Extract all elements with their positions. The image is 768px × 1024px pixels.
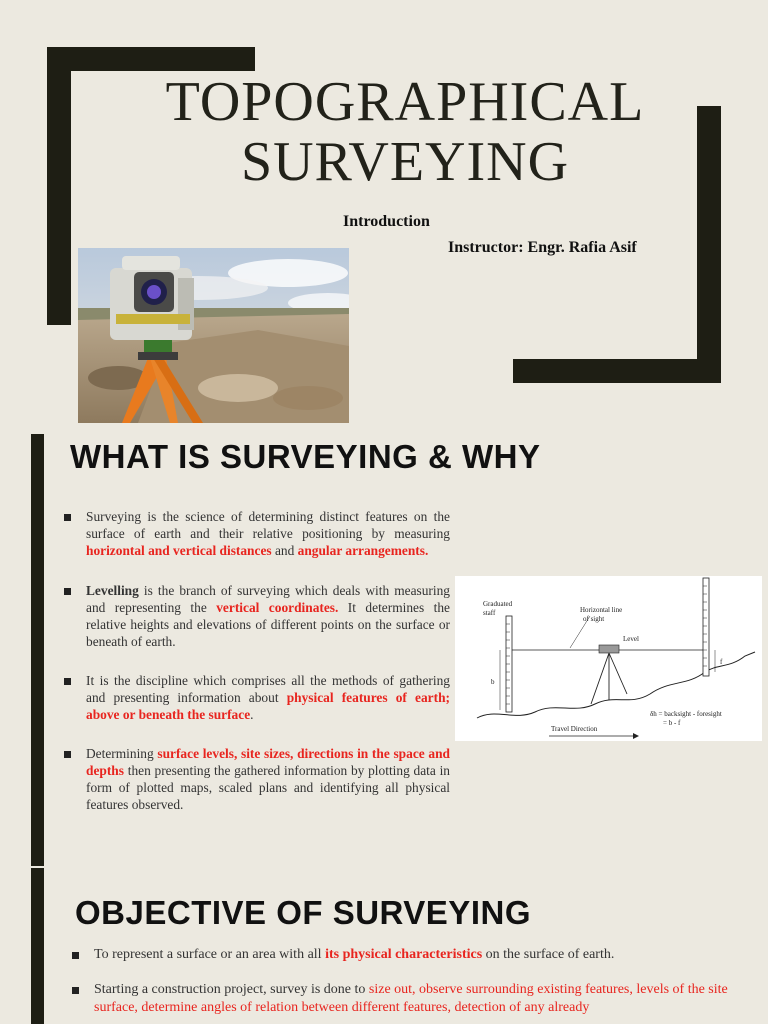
accent-bar (31, 434, 44, 866)
bullet-text: Surveying is the science of determining distinct features on the surface of earth and their relative positioning by measuring (86, 509, 450, 541)
instructor-name: Instructor: Engr. Rafia Asif (448, 239, 637, 256)
label-f: f (720, 658, 723, 666)
bullet-item (70, 981, 730, 1017)
bullet-text: It determines the relative heights and elevations of different points on the surface or beneath of earth. (86, 600, 450, 649)
label-level: Level (623, 635, 639, 643)
bullet-text: To represent a surface or an area with all (94, 947, 326, 962)
square-bullet-icon (72, 987, 79, 994)
bullet-item (62, 672, 450, 723)
square-bullet-icon (64, 751, 71, 758)
label-b: b (491, 678, 495, 686)
bracket-bottom-right-horizontal (513, 359, 721, 383)
bullet-text: Starting a construction project, survey is done to (94, 982, 369, 997)
bullet-list (62, 508, 450, 813)
square-bullet-icon (64, 514, 71, 521)
bullet-text: Determining (86, 746, 158, 761)
label-formula-2: = b - f (663, 719, 681, 727)
slide-heading: OBJECTIVE OF SURVEYING (75, 894, 531, 931)
bullet-text: It is the discipline which comprises all the methods of gathering and presenting information about (86, 673, 450, 705)
label-formula: δh = backsight - foresight (650, 710, 722, 718)
slide-title (80, 72, 730, 192)
label-travel-direction: Travel Direction (551, 725, 598, 733)
bullet-text: is the branch of surveying which deals with measuring and representing the (86, 583, 450, 615)
highlighted-text: vertical coordinates. (216, 600, 339, 615)
levelling-diagram (455, 576, 762, 741)
accent-bar (31, 868, 44, 1024)
highlighted-text: angular arrangements. (297, 543, 429, 558)
square-bullet-icon (64, 588, 71, 595)
bullet-item (62, 508, 450, 559)
bracket-top-left-horizontal (47, 47, 255, 71)
bullet-item (70, 946, 730, 964)
highlighted-text: horizontal and vertical distances (86, 543, 272, 558)
bracket-top-left-vertical (47, 47, 71, 325)
highlighted-text: physical features of earth; above or beneath the surface (86, 690, 450, 722)
square-bullet-icon (64, 678, 71, 685)
bullet-item (62, 745, 450, 813)
bullet-text: and (271, 543, 298, 558)
title-line-1: TOPOGRAPHICAL (165, 71, 645, 133)
highlighted-text: surface levels, site sizes, directions in the space and depths (86, 746, 450, 778)
title-slide (0, 0, 768, 430)
title-line-2: SURVEYING (240, 131, 570, 193)
bold-term: Levelling (86, 583, 139, 598)
bullet-text: . (250, 707, 254, 722)
label-graduated-staff: Graduated (483, 600, 513, 608)
highlighted-text: size out, observe surrounding existing features, levels of the site surface, determine angles of relation between different features, detection of any already (94, 982, 728, 1015)
what-is-surveying-slide (0, 430, 768, 868)
label-horizontal-line: Horizontal line (580, 606, 623, 614)
square-bullet-icon (72, 952, 79, 959)
highlighted-text: its physical characteristics (325, 947, 483, 962)
bullet-list (70, 946, 730, 1017)
subtitle-introduction: Introduction (343, 213, 430, 230)
label-horizontal-line-2: of sight (583, 615, 605, 623)
objective-slide (0, 868, 768, 1024)
bullet-text: on the surface of earth. (482, 947, 615, 962)
bullet-item (62, 582, 450, 650)
label-graduated-staff-2: staff (483, 609, 496, 617)
total-station-photo (78, 248, 349, 423)
slide-heading: WHAT IS SURVEYING & WHY (70, 438, 541, 475)
bullet-text: then presenting the gathered information by plotting data in form of plotted maps, scaled plans and identifying all physical features observed. (86, 763, 450, 812)
